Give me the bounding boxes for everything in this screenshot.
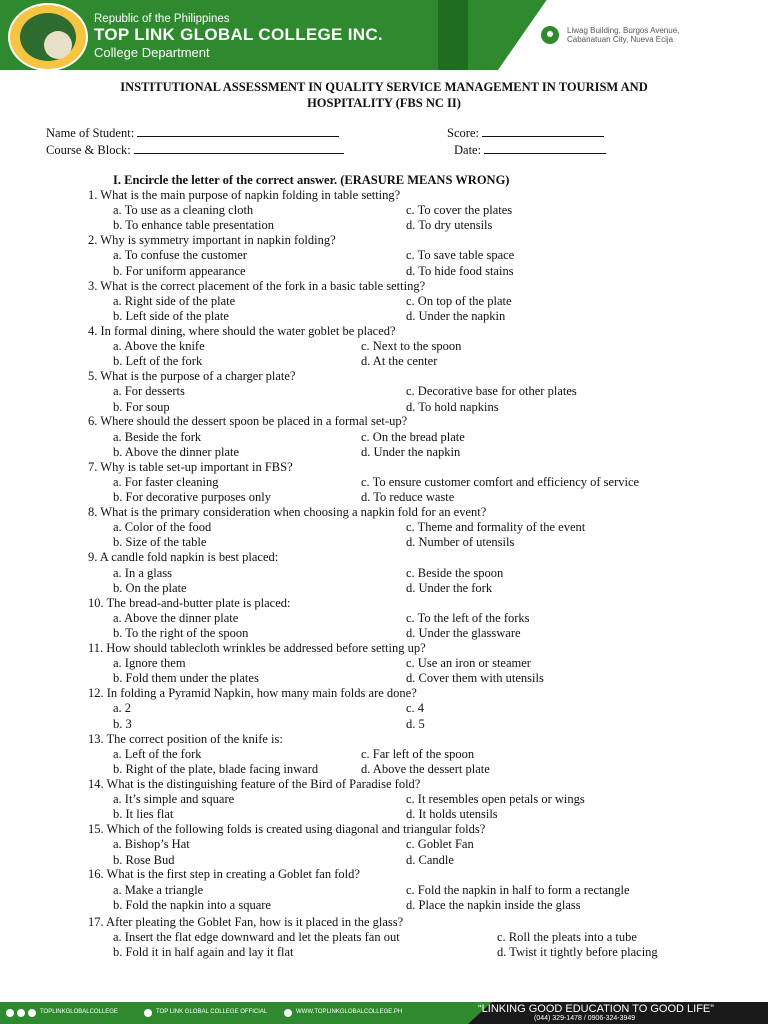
option-b[interactable]: b. For decorative purposes only (113, 490, 271, 505)
option-c[interactable]: c. Decorative base for other plates (406, 384, 577, 399)
option-d[interactable]: d. Under the napkin (406, 308, 506, 323)
option-b[interactable]: b. For uniform appearance (113, 263, 246, 278)
option-c[interactable]: c. On top of the plate (406, 293, 512, 308)
course-block-blank[interactable] (134, 141, 344, 154)
option-b[interactable]: b. Size of the table (113, 535, 207, 550)
question-item (0, 641, 768, 686)
question-item (0, 505, 768, 550)
option-c[interactable]: c. To the left of the forks (406, 610, 530, 625)
question-item (0, 596, 768, 641)
option-c[interactable]: c. 4 (406, 701, 425, 716)
option-c[interactable]: c. Fold the napkin in half to form a rectangle (406, 882, 630, 897)
exam-title-line-1: INSTITUTIONAL ASSESSMENT IN QUALITY SERVICE MANAGEMENT IN TOURISM AND (120, 80, 648, 94)
option-a[interactable]: a. Right side of the plate (113, 293, 236, 308)
option-b[interactable]: b. Right of the plate, blade facing inward (113, 761, 319, 776)
question-text: 12. In folding a Pyramid Napkin, how many main folds are done? (88, 686, 417, 701)
social-official: TOP LINK GLOBAL COLLEGE OFFICIAL (156, 1009, 268, 1015)
score-field (447, 124, 604, 141)
option-b[interactable]: b. To the right of the spoon (113, 626, 249, 641)
option-d[interactable]: d. To hide food stains (406, 263, 514, 278)
letterhead (0, 0, 768, 70)
option-d[interactable]: d. Above the dessert plate (361, 761, 490, 776)
option-d[interactable]: d. Number of utensils (406, 535, 515, 550)
footer-bar (0, 1002, 768, 1024)
option-b[interactable]: b. Above the dinner plate (113, 444, 240, 459)
option-c[interactable]: c. Use an iron or steamer (406, 656, 531, 671)
question-item (0, 369, 768, 414)
option-c[interactable]: c. Far left of the spoon (361, 746, 475, 761)
date-field (454, 141, 606, 158)
score-label: Score: (447, 126, 479, 140)
option-b[interactable]: b. Rose Bud (113, 852, 175, 867)
facebook-icon (17, 1009, 25, 1017)
slogan: “LINKING GOOD EDUCATION TO GOOD LIFE” (478, 1003, 714, 1015)
option-a[interactable]: a. Beside the fork (113, 429, 202, 444)
question-item (0, 550, 768, 595)
tiktok-icon (28, 1009, 36, 1017)
college-seal-icon (8, 3, 88, 70)
location-pin-icon (541, 26, 559, 44)
student-name-label: Name of Student: (46, 126, 135, 140)
course-block-label: Course & Block: (46, 143, 131, 157)
question-text: 7. Why is table set-up important in FBS? (88, 459, 293, 474)
student-name-blank[interactable] (137, 124, 339, 137)
option-a[interactable]: a. Color of the food (113, 520, 212, 535)
option-c[interactable]: c. On the bread plate (361, 429, 465, 444)
header-stripe (438, 0, 468, 70)
question-item (0, 188, 768, 233)
question-text: 13. The correct position of the knife is: (88, 731, 283, 746)
option-d[interactable]: d. 5 (406, 716, 425, 731)
exam-title-line-2: HOSPITALITY (FBS NC II) (307, 96, 461, 110)
question-item (0, 414, 768, 459)
student-name-field (46, 124, 339, 141)
question-item (0, 233, 768, 278)
option-d[interactable]: d. At the center (361, 354, 438, 369)
republic-text: Republic of the Philippines (94, 13, 230, 25)
option-b[interactable]: b. Fold it in half again and lay it flat (113, 945, 294, 960)
option-a[interactable]: a. To confuse the customer (113, 248, 247, 263)
social-handle: TOPLINKGLOBALCOLLEGE (40, 1009, 118, 1015)
option-a[interactable]: a. In a glass (113, 565, 173, 580)
question-item (0, 867, 768, 912)
instructions: I. Encircle the letter of the correct answer. (ERASURE MEANS WRONG) (113, 173, 510, 187)
address-line-1: Liwag Building, Burgos Avenue, (567, 26, 680, 35)
option-a[interactable]: a. It’s simple and square (113, 792, 235, 807)
option-d[interactable]: d. To dry utensils (406, 218, 493, 233)
college-name: TOP LINK GLOBAL COLLEGE INC. (94, 25, 383, 44)
date-blank[interactable] (484, 141, 606, 154)
option-c[interactable]: c. It resembles open petals or wings (406, 792, 585, 807)
question-item (0, 686, 768, 731)
option-a[interactable]: a. Bishop’s Hat (113, 837, 190, 852)
date-label: Date: (454, 143, 482, 157)
question-text: 3. What is the correct placement of the fork in a basic table setting? (88, 278, 426, 293)
option-c[interactable]: c. Beside the spoon (406, 565, 504, 580)
option-a[interactable]: a. Above the knife (113, 339, 205, 354)
option-a[interactable]: a. 2 (113, 701, 132, 716)
question-item (0, 460, 768, 505)
question-list (0, 188, 768, 960)
option-c[interactable]: c. Theme and formality of the event (406, 520, 586, 535)
option-a[interactable]: a. Make a triangle (113, 882, 204, 897)
option-b[interactable]: b. On the plate (113, 580, 187, 595)
option-d[interactable]: d. Candle (406, 852, 454, 867)
instagram-icon (6, 1009, 14, 1017)
question-text: 9. A candle fold napkin is best placed: (88, 550, 279, 565)
question-text: 2. Why is symmetry important in napkin folding? (88, 233, 336, 248)
question-text: 10. The bread-and-butter plate is placed: (88, 595, 291, 610)
question-text: 14. What is the distinguishing feature of the Bird of Paradise fold? (88, 776, 421, 791)
option-c[interactable]: c. To save table space (406, 248, 515, 263)
option-a[interactable]: a. Ignore them (113, 656, 186, 671)
option-a[interactable]: a. Insert the flat edge downward and let the pleats fan out (113, 929, 400, 944)
globe-icon (284, 1009, 292, 1017)
option-a[interactable]: a. For desserts (113, 384, 185, 399)
question-text: 17. After pleating the Goblet Fan, how is it placed in the glass? (88, 914, 404, 929)
youtube-icon (144, 1009, 152, 1017)
option-b[interactable]: b. Fold the napkin into a square (113, 897, 271, 912)
option-d[interactable]: d. Under the fork (406, 580, 493, 595)
option-a[interactable]: a. Left of the fork (113, 746, 202, 761)
address-line-2: Cabanatuan City, Nueva Ecija (567, 35, 674, 44)
score-blank[interactable] (482, 124, 604, 137)
option-b[interactable]: b. It lies flat (113, 807, 174, 822)
question-text: 11. How should tablecloth wrinkles be addressed before setting up? (88, 640, 426, 655)
question-text: 4. In formal dining, where should the water goblet be placed? (88, 323, 396, 338)
option-a[interactable]: a. Above the dinner plate (113, 610, 239, 625)
option-b[interactable]: b. Left side of the plate (113, 308, 229, 323)
option-b[interactable]: b. 3 (113, 716, 132, 731)
question-text: 8. What is the primary consideration when choosing a napkin fold for an event? (88, 505, 487, 520)
option-d[interactable]: d. Twist it tightly before placing (497, 945, 658, 960)
phone-numbers: (044) 329-1478 / 0906-324-3949 (534, 1015, 636, 1022)
option-d[interactable]: d. Under the glassware (406, 626, 521, 641)
question-item (0, 732, 768, 777)
course-block-field (46, 141, 344, 158)
option-d[interactable]: d. Cover them with utensils (406, 671, 544, 686)
option-d[interactable]: d. It holds utensils (406, 807, 498, 822)
option-c[interactable]: c. Goblet Fan (406, 837, 474, 852)
option-c[interactable]: c. Next to the spoon (361, 339, 462, 354)
question-item (0, 324, 768, 369)
option-d[interactable]: d. To hold napkins (406, 399, 499, 414)
option-d[interactable]: d. To reduce waste (361, 490, 455, 505)
question-item (0, 822, 768, 867)
option-c[interactable]: c. To cover the plates (406, 203, 513, 218)
question-item (0, 915, 768, 960)
department-name: College Department (94, 45, 210, 60)
question-item (0, 777, 768, 822)
option-c[interactable]: c. Roll the pleats into a tube (497, 929, 637, 944)
option-a[interactable]: a. To use as a cleaning cloth (113, 203, 254, 218)
question-text: 5. What is the purpose of a charger plate? (88, 369, 296, 384)
option-d[interactable]: d. Place the napkin inside the glass (406, 897, 581, 912)
option-a[interactable]: a. For faster cleaning (113, 474, 219, 489)
option-b[interactable]: b. To enhance table presentation (113, 218, 274, 233)
website-text: WWW.TOPLINKGLOBALCOLLEGE.PH (296, 1009, 403, 1015)
option-c[interactable]: c. To ensure customer comfort and efficiency of service (361, 474, 640, 489)
question-text: 1. What is the main purpose of napkin folding in table setting? (88, 188, 401, 202)
question-text: 15. Which of the following folds is created using diagonal and triangular folds? (88, 822, 486, 837)
option-b[interactable]: b. Fold them under the plates (113, 671, 259, 686)
question-text: 6. Where should the dessert spoon be placed in a formal set-up? (88, 414, 408, 429)
question-item (0, 279, 768, 324)
exam-title (40, 79, 728, 111)
option-b[interactable]: b. For soup (113, 399, 170, 414)
option-b[interactable]: b. Left of the fork (113, 354, 203, 369)
question-text: 16. What is the first step in creating a Goblet fan fold? (88, 867, 360, 882)
option-d[interactable]: d. Under the napkin (361, 444, 461, 459)
